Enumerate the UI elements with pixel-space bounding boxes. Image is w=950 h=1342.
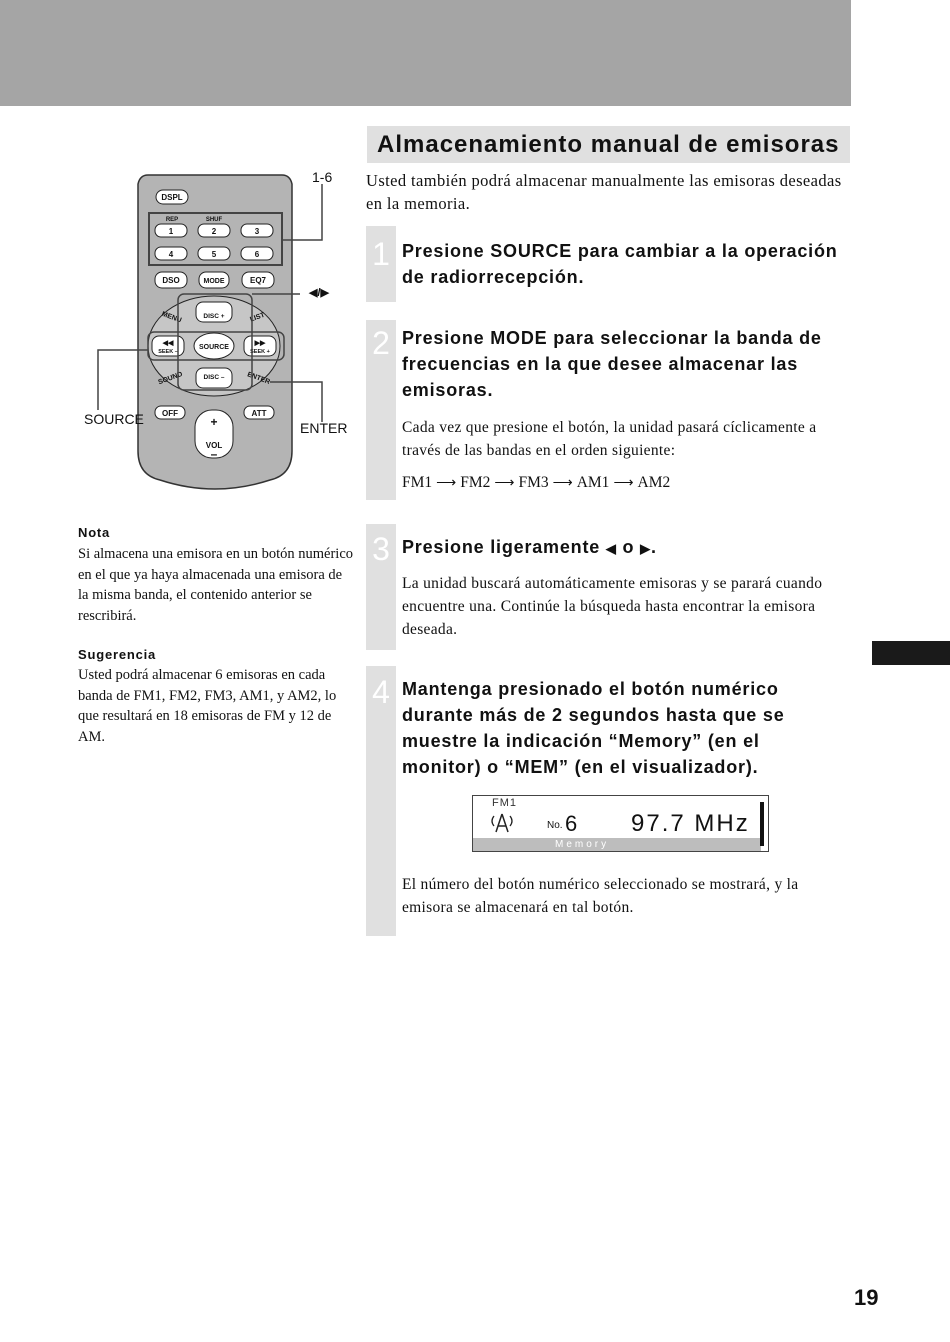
step-number: 4 xyxy=(372,674,390,710)
step-1-heading: Presione SOURCE para cambiar a la operación de radiorrecepción. xyxy=(402,241,838,287)
band-sequence xyxy=(402,474,670,492)
svg-text:6: 6 xyxy=(254,250,260,259)
svg-text:4: 4 xyxy=(168,250,174,259)
svg-text:ENTER: ENTER xyxy=(246,371,271,386)
step-4-heading: Mantenga presionado el botón numérico durante más de 2 segundos hasta que se muestre la indicación “Memory” (en el monitor) o “MEM” (en el visualizador). xyxy=(402,679,785,777)
svg-text:SOURCE: SOURCE xyxy=(199,344,229,351)
band-label: AM2 xyxy=(637,474,671,491)
svg-text:LIST: LIST xyxy=(249,311,266,324)
step-number: 3 xyxy=(372,531,390,567)
svg-text:DSO: DSO xyxy=(162,276,180,285)
arrow-right-icon: ⟶ xyxy=(552,475,573,491)
svg-text:MODE: MODE xyxy=(203,278,225,285)
seek-right-icon: ▶ xyxy=(640,541,651,556)
svg-text:SHUF: SHUF xyxy=(205,217,223,223)
seek-left-icon: ◀ xyxy=(605,541,617,556)
display-band: FM1 xyxy=(492,797,517,809)
svg-text:DISC –: DISC – xyxy=(203,374,225,381)
band-label: FM3 xyxy=(518,474,549,491)
svg-text:ATT: ATT xyxy=(251,409,267,418)
svg-text:DISC +: DISC + xyxy=(203,313,225,320)
section-title: Almacenamiento manual de emisoras xyxy=(367,126,850,163)
antenna-icon xyxy=(487,810,517,836)
svg-text:SEEK –: SEEK – xyxy=(158,349,178,355)
svg-text:◀◀: ◀◀ xyxy=(162,340,174,347)
page-number: 19 xyxy=(854,1285,879,1310)
step-3-heading: Presione ligeramente ◀ o ▶. xyxy=(402,537,657,557)
callout-seek-arrows: ◀/▶ xyxy=(309,287,329,299)
callout-enter: ENTER xyxy=(300,420,348,436)
svg-text:MENU: MENU xyxy=(160,310,183,325)
arrow-right-icon: ⟶ xyxy=(494,475,515,491)
note-heading: Nota xyxy=(78,525,111,540)
svg-text:SEEK +: SEEK + xyxy=(250,349,270,355)
step-2-heading: Presione MODE para seleccionar la banda de frecuencias en la que desee almacenar las emisoras. xyxy=(402,328,822,400)
preset-no-label: No. xyxy=(547,820,563,831)
svg-text:5: 5 xyxy=(211,250,217,259)
svg-text:▶▶: ▶▶ xyxy=(254,340,266,347)
svg-text:OFF: OFF xyxy=(162,409,178,418)
step-number: 2 xyxy=(372,325,390,361)
note-text: Si almacena una emisora en un botón numérico en el que ya haya almacenada una emisora de la misma banda, el contenido anterior se rescribirá. xyxy=(78,546,354,624)
section-intro: Usted también podrá almacenar manualmente las emisoras deseadas en la memoria. xyxy=(366,171,842,213)
step-2-body: Cada vez que presione el botón, la unidad pasará cíclicamente a través de las bandas en el orden siguiente: xyxy=(402,419,817,459)
svg-text:3: 3 xyxy=(254,227,260,236)
arrow-right-icon: ⟶ xyxy=(436,475,457,491)
step-number: 1 xyxy=(372,236,390,272)
display-panel xyxy=(472,795,769,852)
header-band xyxy=(0,0,851,106)
svg-text:–: – xyxy=(210,447,218,461)
tip-heading: Sugerencia xyxy=(78,647,157,662)
display-edge xyxy=(760,802,764,846)
callout-number-buttons: 1-6 xyxy=(312,169,333,185)
section-tab-marker xyxy=(872,641,950,665)
step-3-body: La unidad buscará automáticamente emisoras y se parará cuando encuentre una. Continúe la búsqueda hasta encontrar la emisora deseada. xyxy=(402,575,823,638)
dspl-button-label: DSPL xyxy=(161,193,183,202)
memory-indicator: Memory xyxy=(473,838,761,851)
band-label: FM2 xyxy=(460,474,491,491)
arrow-right-icon: ⟶ xyxy=(613,475,634,491)
band-label: AM1 xyxy=(576,474,610,491)
step-4-body: El número del botón numérico seleccionado se mostrará, y la emisora se almacenará en tal botón. xyxy=(402,876,799,916)
svg-text:+: + xyxy=(210,415,218,429)
svg-text:SOUND: SOUND xyxy=(157,370,184,387)
callout-source: SOURCE xyxy=(84,411,144,427)
preset-number: 6 xyxy=(565,811,578,836)
svg-text:REP: REP xyxy=(165,217,179,223)
svg-text:VOL: VOL xyxy=(205,441,223,450)
frequency-readout: 97.7 MHz xyxy=(631,810,750,837)
svg-text:EQ7: EQ7 xyxy=(249,276,267,285)
tip-text: Usted podrá almacenar 6 emisoras en cada banda de FM1, FM2, FM3, AM1, y AM2, lo que resultará en 18 emisoras de FM y 12 de AM. xyxy=(78,667,337,745)
svg-text:1: 1 xyxy=(168,227,174,236)
svg-text:2: 2 xyxy=(211,227,217,236)
band-label: FM1 xyxy=(402,474,433,491)
